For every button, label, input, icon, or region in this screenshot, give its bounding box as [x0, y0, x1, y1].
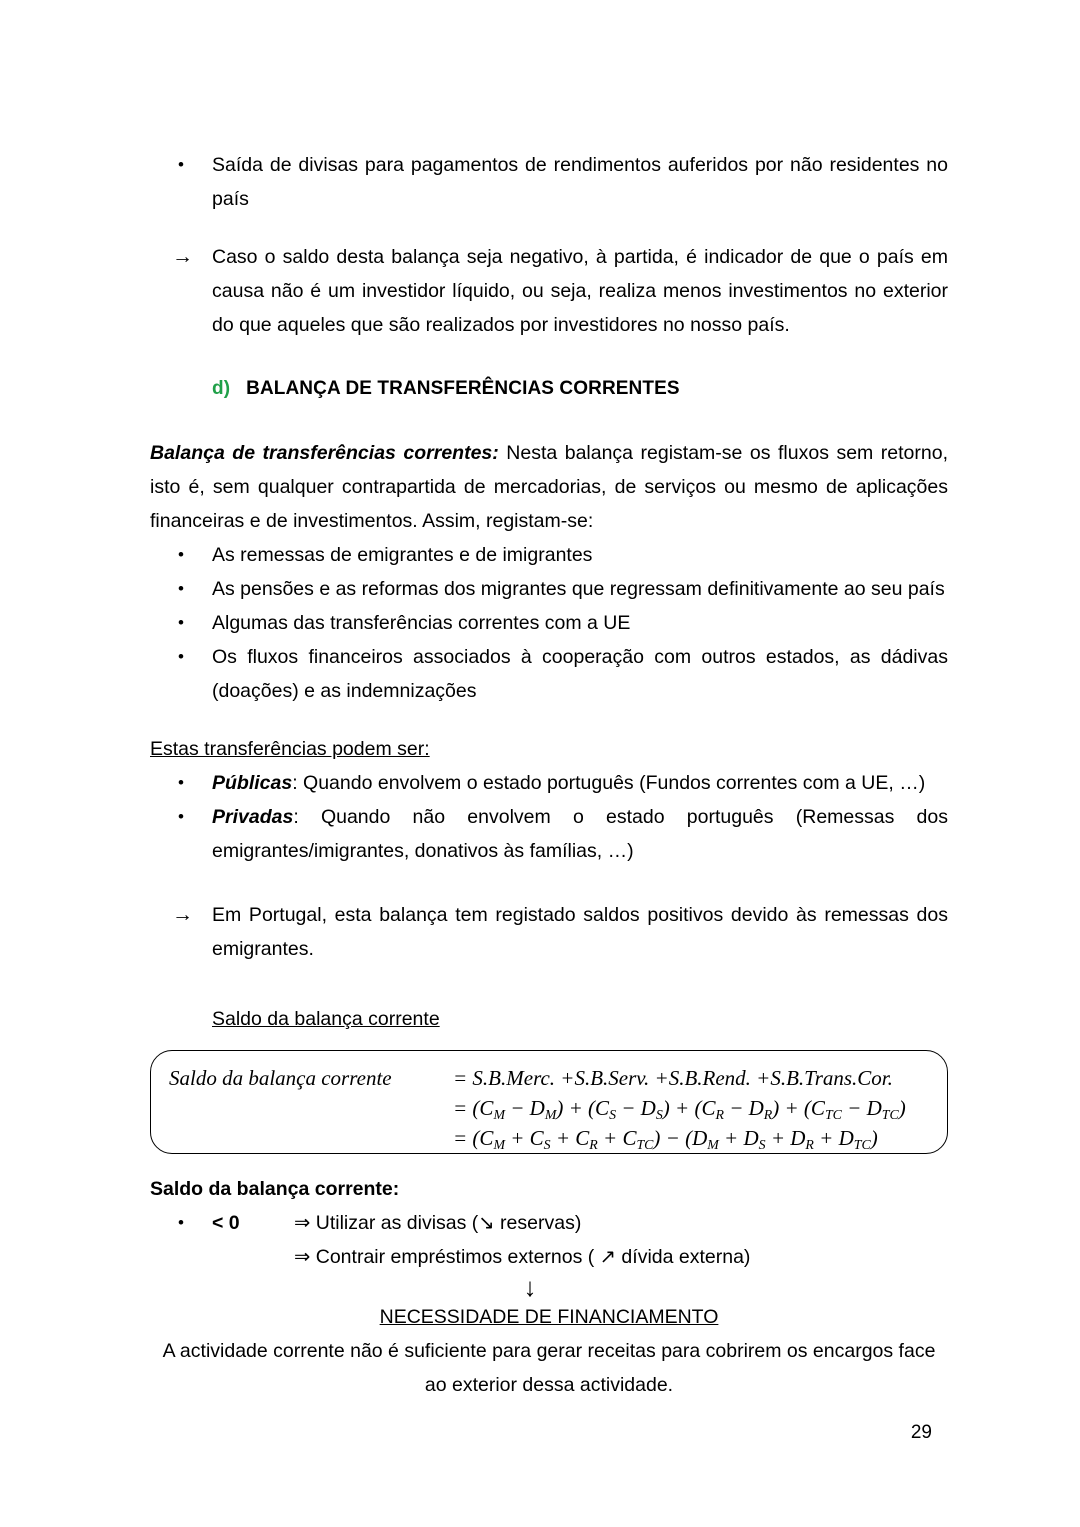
list-item: [150, 572, 948, 606]
f3-op4: +: [718, 1126, 744, 1150]
definition-term: Balança de transferências correntes:: [150, 442, 499, 464]
f3-s5: M: [707, 1136, 719, 1152]
formula-line-1-rhs: = S.B.Merc. +S.B.Serv. +S.B.Rend. +S.B.Trans.Cor.: [453, 1066, 893, 1090]
saldo-label: Saldo da balança corrente: [212, 1008, 440, 1030]
result-title: NECESSIDADE DE FINANCIAMENTO: [379, 1306, 719, 1328]
f2-prefix: = (: [453, 1096, 480, 1120]
f3-op3: +: [597, 1126, 623, 1150]
f3-mid: ) − (: [653, 1126, 693, 1150]
result-title-wrap: [150, 1300, 948, 1334]
list-item: [150, 538, 948, 572]
tipos-intro: Estas transferências podem ser:: [150, 738, 430, 760]
bullet-icon: •: [178, 1213, 184, 1232]
bullet-icon: •: [178, 613, 184, 632]
list-item: [150, 800, 948, 868]
arrow-paragraph: [150, 898, 948, 966]
list-item-label: As pensões e as reformas dos migrantes que regressam definitivamente ao seu país: [212, 578, 945, 600]
f2-s6: R: [763, 1106, 773, 1122]
f3-op1: +: [504, 1126, 530, 1150]
f3-op2: +: [550, 1126, 576, 1150]
list-item: [150, 148, 948, 216]
tipo-term: Públicas: [212, 772, 293, 794]
f2-op3: −: [723, 1096, 749, 1120]
formula-label: Saldo da balança corrente: [169, 1066, 392, 1090]
f2-mid3: ) + (: [772, 1096, 811, 1120]
f3-t3: C: [575, 1126, 590, 1150]
spacer: [150, 216, 948, 240]
formula-line-2-rhs: [451, 1093, 906, 1123]
list-item: [150, 640, 948, 708]
f2-s3: S: [609, 1106, 616, 1122]
f2-mid1: ) + (: [556, 1096, 596, 1120]
tipos-list: [150, 766, 948, 868]
list-item: [150, 766, 948, 800]
f2-t2: D: [529, 1096, 545, 1120]
f3-t5: D: [692, 1126, 708, 1150]
formula-line-3: [151, 1123, 947, 1153]
f3-t6: D: [743, 1126, 759, 1150]
f2-s4: S: [655, 1106, 663, 1122]
f3-s8: TC: [853, 1136, 871, 1152]
bullet-icon: •: [178, 773, 184, 792]
tipo-text: : Quando envolvem o estado português (Fundos correntes com a UE, …): [292, 772, 926, 794]
list-item: [150, 606, 948, 640]
spacer: [150, 708, 948, 732]
definition-paragraph: [150, 436, 948, 538]
bullet-icon: •: [178, 579, 184, 598]
f2-t8: D: [866, 1096, 882, 1120]
f3-s4: TC: [636, 1136, 654, 1152]
f3-s6: S: [758, 1136, 766, 1152]
formula-box: [150, 1050, 948, 1154]
f2-s1: M: [493, 1106, 505, 1122]
conclusion-condition-row: [150, 1206, 948, 1240]
implication-2: ⇒ Contrair empréstimos externos ( ↗ dívida externa): [294, 1246, 751, 1268]
definition-text: Nesta balança registam-se os fluxos sem retorno, isto é, sem qualquer contrapartida de mercadorias, de serviços ou mesmo de aplicações financeiras e de investimentos. Assim, registam-se:: [150, 442, 948, 532]
arrow-paragraph-text: Em Portugal, esta balança tem registado saldos positivos devido às remessas dos emigrantes.: [212, 904, 948, 960]
bullet-icon: •: [178, 807, 184, 826]
spacer: [150, 966, 948, 1002]
f2-s5: R: [715, 1106, 724, 1122]
f2-op2: −: [616, 1096, 641, 1120]
f2-s8: TC: [881, 1106, 899, 1122]
top-bullet-text: Saída de divisas para pagamentos de rendimentos auferidos por não residentes no país: [212, 154, 948, 210]
result-text: A actividade corrente não é suficiente para gerar receitas para cobrirem os encargos face ao exterior dessa actividade.: [162, 1340, 936, 1396]
f2-op4: −: [841, 1096, 867, 1120]
bullet-icon: •: [178, 155, 184, 174]
arrow-down-icon: ↓: [523, 1272, 537, 1302]
section-title: BALANÇA DE TRANSFERÊNCIAS CORRENTES: [246, 378, 680, 399]
conclusion-implication-row: [150, 1240, 948, 1274]
registos-list: [150, 538, 948, 708]
f2-op1: −: [504, 1096, 530, 1120]
section-heading: [150, 372, 948, 406]
f2-t3: C: [595, 1096, 610, 1120]
f3-s3: R: [589, 1136, 598, 1152]
formula-line-3-rhs: [451, 1123, 878, 1153]
bullet-icon: •: [178, 545, 184, 564]
spacer: [150, 406, 948, 436]
f2-s7: TC: [824, 1106, 842, 1122]
formula-line-1: [151, 1063, 947, 1093]
spacer: [150, 342, 948, 372]
condition-label: < 0: [212, 1212, 240, 1234]
section-letter: d): [212, 378, 231, 399]
conclusion-title: Saldo da balança corrente:: [150, 1178, 400, 1200]
f3-prefix: = (: [453, 1126, 480, 1150]
f3-op6: +: [813, 1126, 839, 1150]
f2-t5: C: [701, 1096, 716, 1120]
f3-suffix: ): [870, 1126, 878, 1150]
f3-t2: C: [529, 1126, 544, 1150]
bullet-icon: •: [178, 647, 184, 666]
list-item-label: Algumas das transferências correntes com a UE: [212, 612, 631, 634]
formula-line-2: [151, 1093, 947, 1123]
page-number: 29: [910, 1422, 932, 1443]
f3-s1: M: [493, 1136, 505, 1152]
f2-mid2: ) + (: [662, 1096, 702, 1120]
f3-t1: C: [479, 1126, 494, 1150]
f2-suffix: ): [898, 1096, 906, 1120]
document-body: [150, 148, 948, 1450]
arrow-paragraph: [150, 240, 948, 342]
tipo-term: Privadas: [212, 806, 294, 828]
arrow-right-icon: →: [172, 245, 193, 268]
formula-grid: [151, 1063, 947, 1153]
implication-1: ⇒ Utilizar as divisas (↘ reservas): [294, 1212, 582, 1234]
implication-indent: [150, 1240, 294, 1274]
saldo-label-wrap: [150, 1002, 948, 1036]
list-item-content: [212, 800, 948, 868]
f2-t1: C: [479, 1096, 494, 1120]
f3-t8: D: [838, 1126, 854, 1150]
arrow-right-icon: →: [172, 903, 193, 926]
spacer: [150, 868, 948, 898]
f2-t4: D: [640, 1096, 656, 1120]
list-item-content: [212, 766, 948, 800]
f2-t7: C: [810, 1096, 825, 1120]
arrow-paragraph-text: Caso o saldo desta balança seja negativo, à partida, é indicador de que o país em causa não é um investidor líquido, ou seja, realiza menos investimentos no exterior do que aqueles que são realizados por investidores no nosso país.: [212, 246, 948, 336]
f3-t7: D: [790, 1126, 806, 1150]
tipo-text: : Quando não envolvem o estado português (Remessas dos emigrantes/imigrantes, donativos às famílias, …): [212, 806, 948, 862]
f2-s2: M: [544, 1106, 557, 1122]
f2-t6: D: [748, 1096, 764, 1120]
f3-s2: S: [543, 1136, 551, 1152]
list-item-label: Os fluxos financeiros associados à cooperação com outros estados, as dádivas (doações) e as indemnizações: [212, 646, 948, 702]
f3-op5: +: [765, 1126, 791, 1150]
f3-s7: R: [805, 1136, 814, 1152]
list-item-label: As remessas de emigrantes e de imigrantes: [212, 544, 593, 566]
f3-t4: C: [622, 1126, 637, 1150]
